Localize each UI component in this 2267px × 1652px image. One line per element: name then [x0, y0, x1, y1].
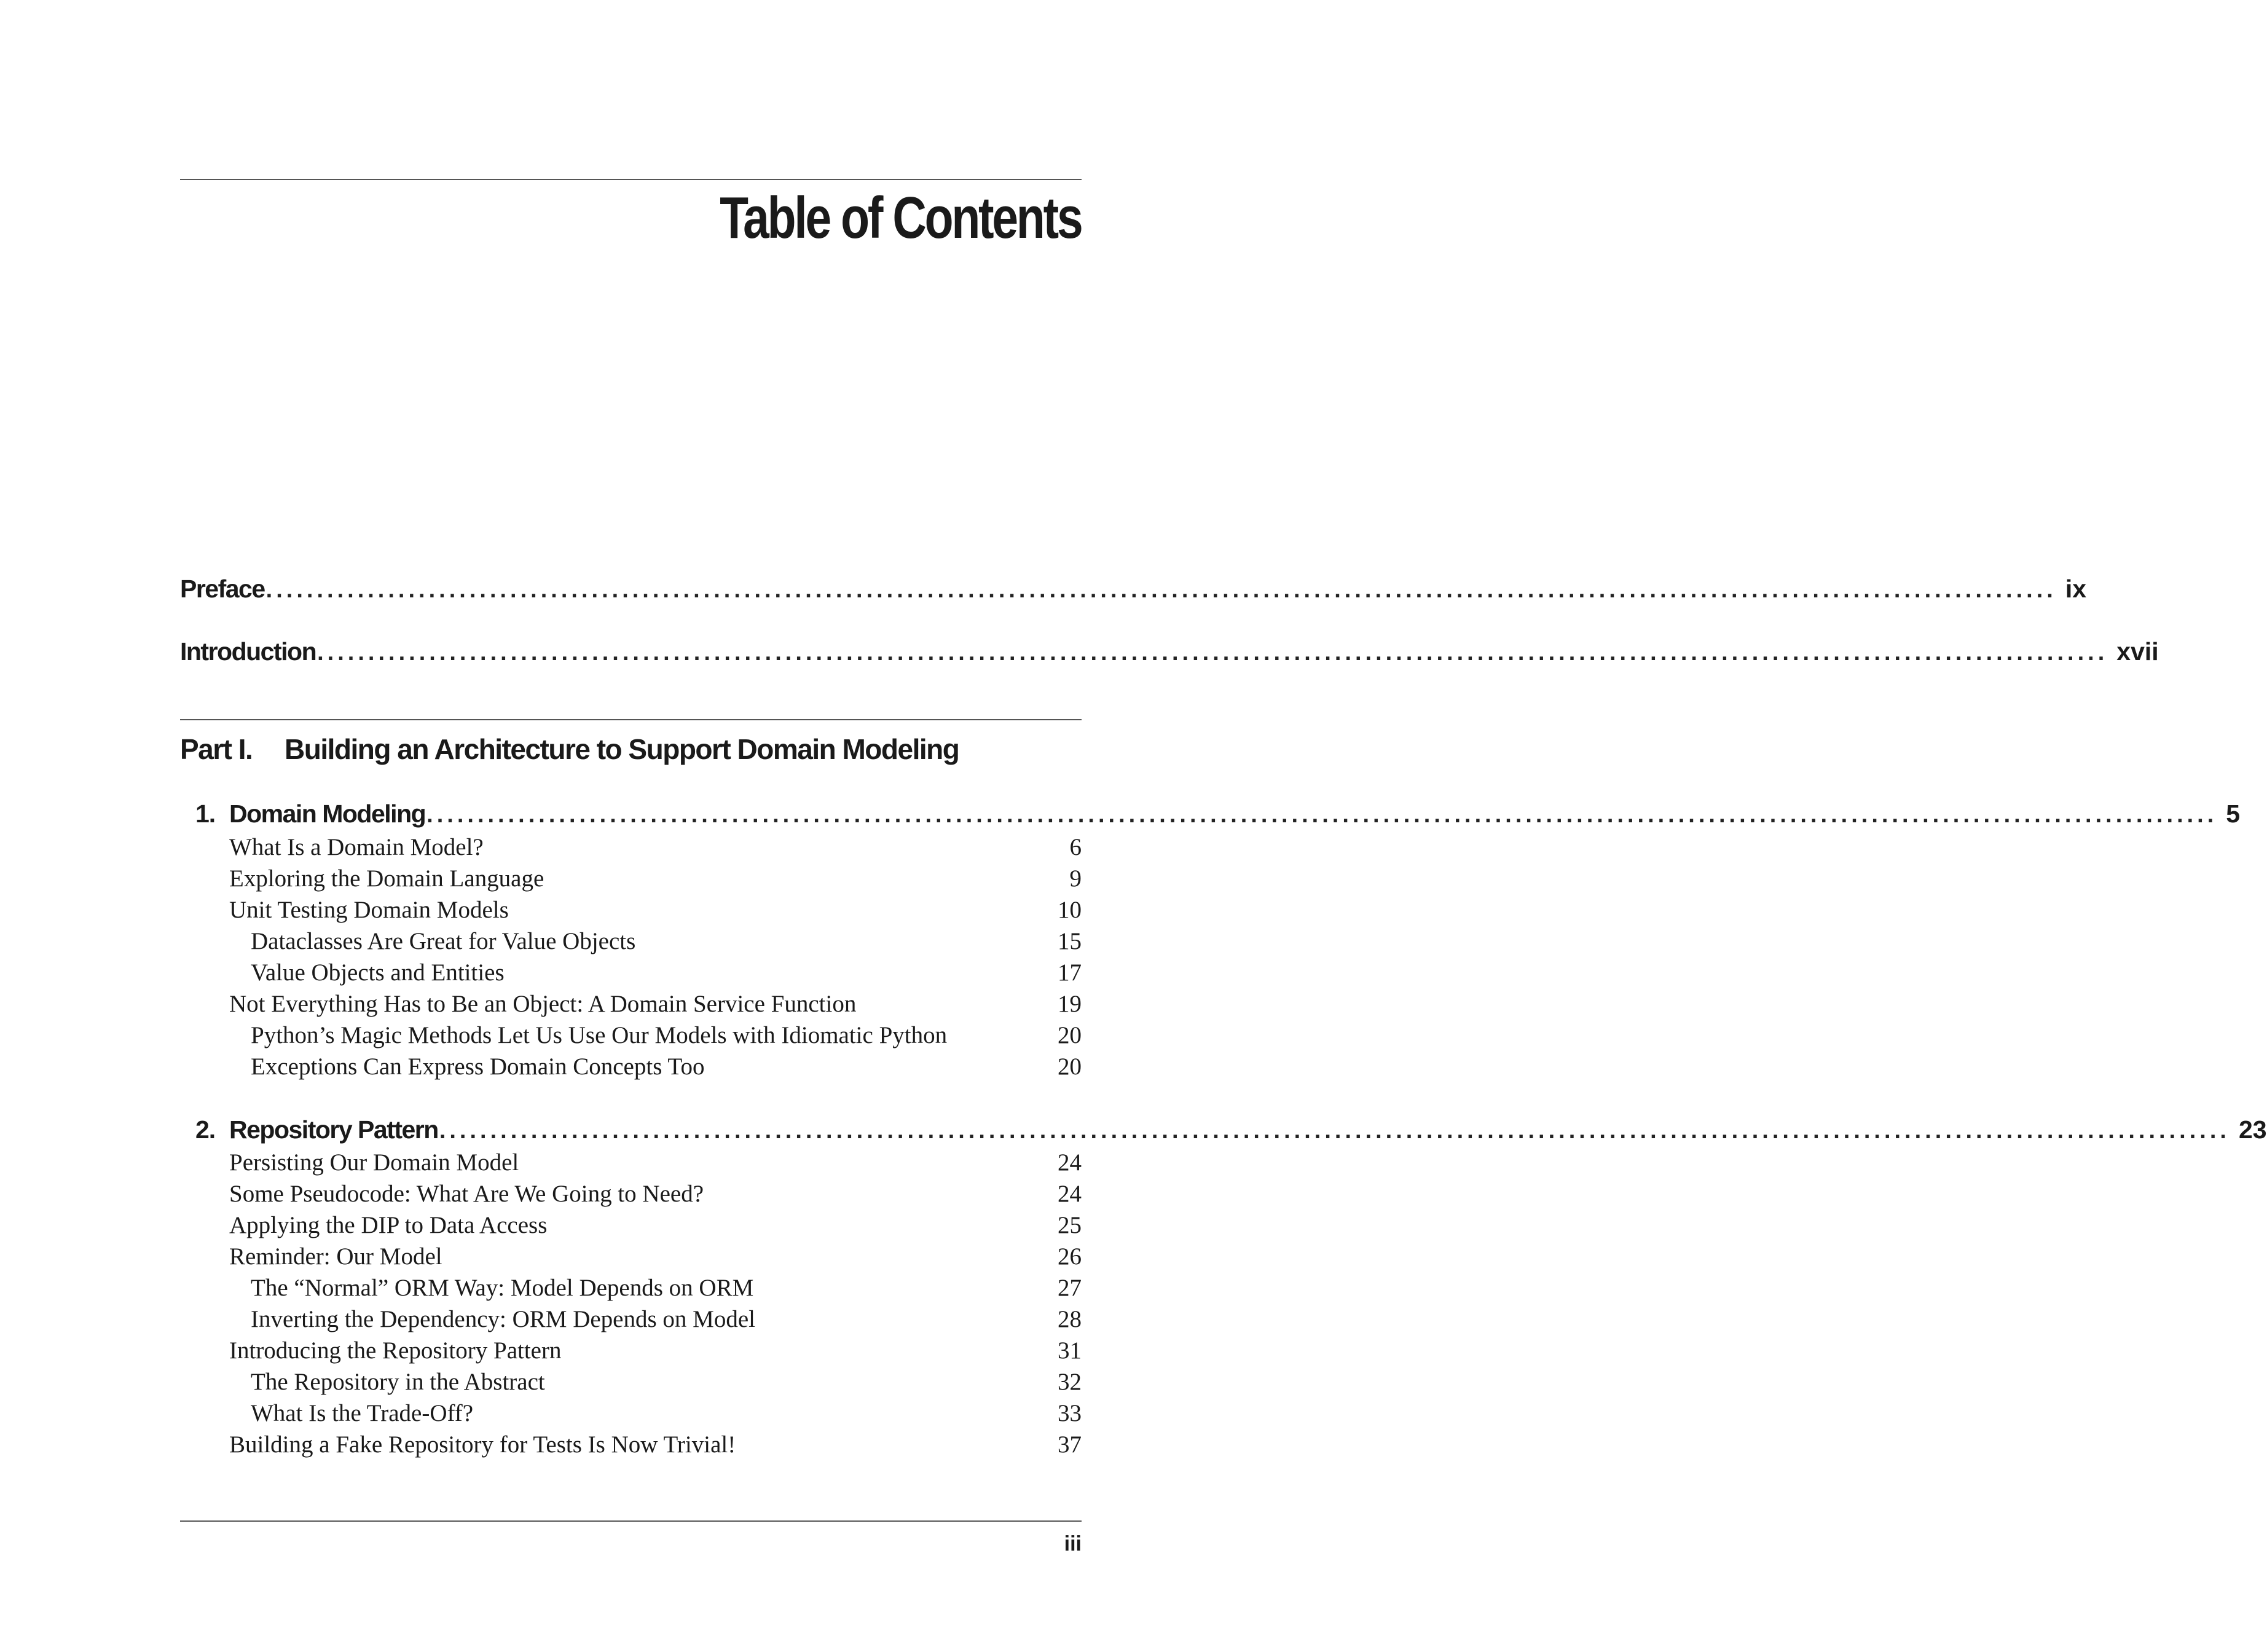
toc-section[interactable] [229, 894, 1082, 926]
section-page: 15 [1058, 928, 1082, 954]
chapter-title: Domain Modeling [229, 800, 426, 828]
part-label: Part I. [180, 733, 253, 765]
section-title: What Is the Trade-Off? [251, 1400, 474, 1426]
part-rule [180, 719, 1082, 720]
toc-subsection[interactable] [251, 1020, 1082, 1051]
toc-subsection[interactable] [251, 1366, 1082, 1398]
section-title: Introducing the Repository Pattern [229, 1337, 562, 1364]
section-page: 28 [1058, 1306, 1082, 1332]
section-title: Python’s Magic Methods Let Us Use Our Models with Idiomatic Python [251, 1022, 948, 1048]
part-title: Building an Architecture to Support Domain Modeling [285, 733, 959, 765]
page-title: Table of Contents [720, 185, 1082, 251]
toc-subsection[interactable] [251, 926, 1082, 957]
dot-leader: ................................................................................................................................................................................ [426, 802, 2218, 828]
dot-leader: ................................................................................................................................................................................ [439, 1118, 2230, 1144]
section-page: 24 [1058, 1181, 1082, 1207]
section-title: The “Normal” ORM Way: Model Depends on ORM [251, 1275, 754, 1301]
section-page: 19 [1058, 991, 1082, 1017]
toc-section[interactable] [229, 1241, 1082, 1272]
section-title: Value Objects and Entities [251, 959, 505, 986]
toc-entry-page: ix [2065, 575, 2087, 603]
section-page: 17 [1058, 959, 1082, 986]
section-title: What Is a Domain Model? [229, 834, 484, 860]
dot-leader: ................................................................................................................................................................................ [317, 640, 2108, 666]
section-title: Building a Fake Repository for Tests Is Now Trivial! [229, 1431, 736, 1458]
toc-subsection[interactable] [251, 1304, 1082, 1335]
toc-subsection[interactable] [251, 1272, 1082, 1304]
toc-section[interactable] [229, 832, 1082, 863]
section-title: Reminder: Our Model [229, 1243, 442, 1270]
part-heading [180, 728, 959, 771]
toc-chapter-domain-modeling[interactable] [229, 795, 2241, 832]
section-page: 6 [1069, 834, 1082, 860]
chapter-title: Repository Pattern [229, 1115, 438, 1144]
section-title: The Repository in the Abstract [251, 1369, 545, 1395]
section-page: 37 [1058, 1431, 1082, 1458]
section-page: 20 [1058, 1053, 1082, 1080]
chapter-page: 5 [2226, 800, 2241, 828]
section-title: Applying the DIP to Data Access [229, 1212, 548, 1238]
toc-section[interactable] [229, 1178, 1082, 1210]
toc-entry-introduction[interactable] [180, 633, 2159, 670]
section-title: Dataclasses Are Great for Value Objects [251, 928, 636, 954]
footer-rule [180, 1520, 1082, 1522]
toc-subsection[interactable] [251, 1398, 1082, 1429]
toc-section[interactable] [229, 1147, 1082, 1178]
section-page: 9 [1069, 865, 1082, 892]
toc-section[interactable] [229, 863, 1082, 894]
page-number: iii [1064, 1532, 1082, 1556]
toc-entry-preface[interactable] [180, 570, 2087, 607]
chapter-number: 1. [195, 800, 216, 828]
section-page: 33 [1058, 1400, 1082, 1426]
chapter-number: 2. [195, 1115, 216, 1144]
toc-section[interactable] [229, 1210, 1082, 1241]
section-page: 26 [1058, 1243, 1082, 1270]
section-page: 20 [1058, 1022, 1082, 1048]
toc-entry-page: xvii [2116, 637, 2159, 666]
toc-section[interactable] [229, 1335, 1082, 1366]
section-page: 31 [1058, 1337, 1082, 1364]
toc-chapter-repository-pattern[interactable] [229, 1111, 2267, 1148]
dot-leader: ................................................................................................................................................................................ [265, 577, 2057, 603]
section-page: 32 [1058, 1369, 1082, 1395]
toc-section[interactable] [229, 988, 1082, 1020]
section-page: 27 [1058, 1275, 1082, 1301]
chapter-page: 23 [2238, 1115, 2267, 1144]
section-page: 25 [1058, 1212, 1082, 1238]
toc-subsection[interactable] [251, 957, 1082, 988]
section-title: Exceptions Can Express Domain Concepts Too [251, 1053, 705, 1080]
section-title: Inverting the Dependency: ORM Depends on Model [251, 1306, 755, 1332]
section-page: 24 [1058, 1149, 1082, 1176]
section-title: Not Everything Has to Be an Object: A Domain Service Function [229, 991, 857, 1017]
section-page: 10 [1058, 897, 1082, 923]
toc-section[interactable] [229, 1429, 1082, 1460]
section-title: Some Pseudocode: What Are We Going to Need? [229, 1181, 704, 1207]
section-title: Persisting Our Domain Model [229, 1149, 519, 1176]
section-title: Exploring the Domain Language [229, 865, 544, 892]
toc-subsection[interactable] [251, 1051, 1082, 1082]
section-title: Unit Testing Domain Models [229, 897, 509, 923]
toc-entry-label: Preface [180, 575, 265, 603]
toc-entry-label: Introduction [180, 637, 316, 666]
